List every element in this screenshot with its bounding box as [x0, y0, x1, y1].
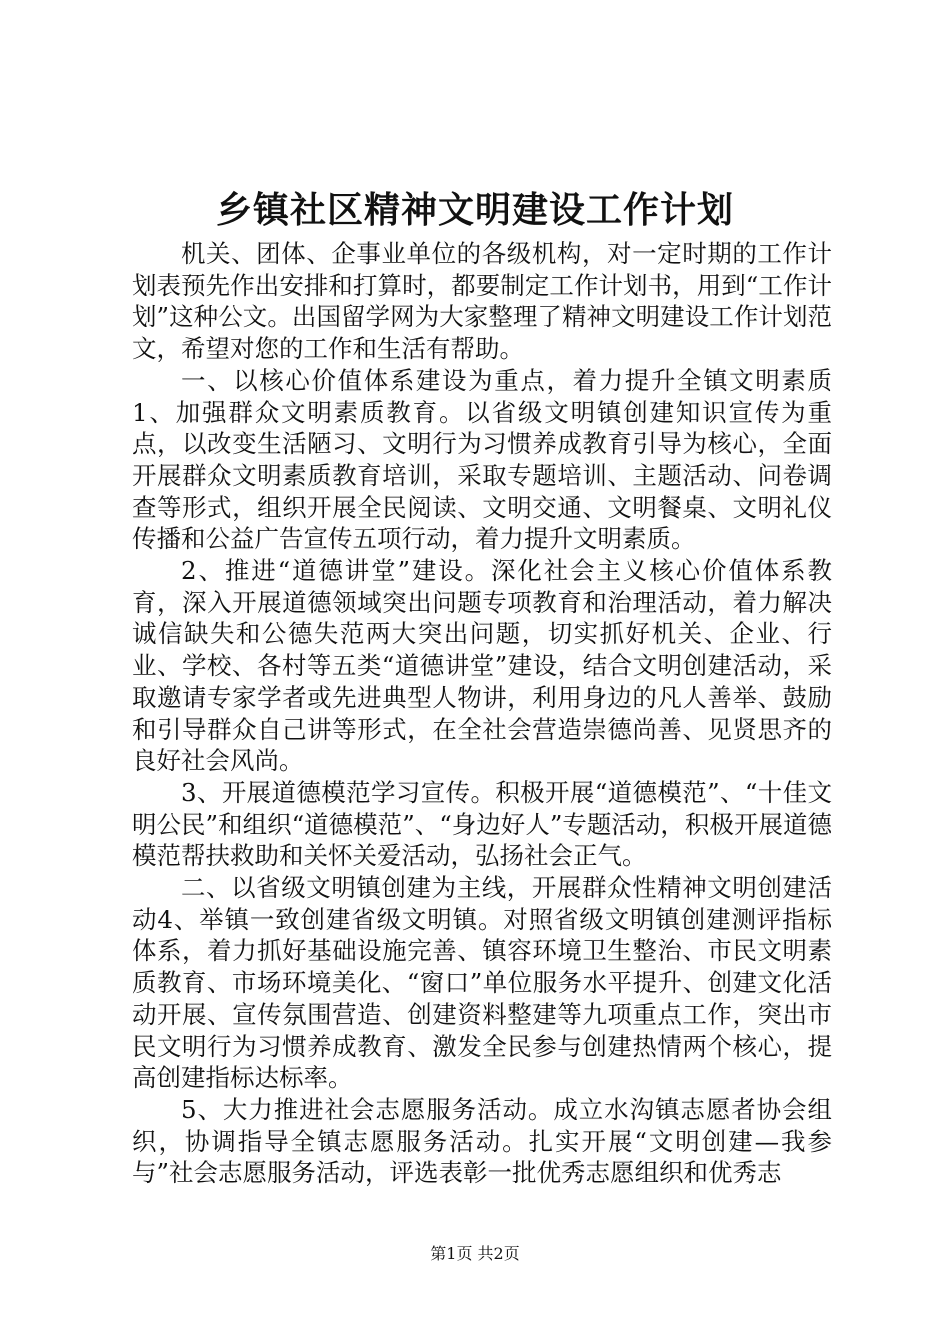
paragraph-intro: 机关、团体、企事业单位的各级机构，对一定时期的工作计划表预先作出安排和打算时，都要制定工作计划书，用到“工作计划”这种公文。出国留学网为大家整理了精神文明建设工作计划范文，希望对您的工作和生活有帮助。 [132, 239, 832, 364]
document-title: 乡镇社区精神文明建设工作计划 [215, 189, 734, 231]
paragraph-item-two: 2、推进“道德讲堂”建设。深化社会主义核心价值体系教育，深入开展道德领域突出问题专项教育和治理活动，着力解决诚信缺失和公德失范两大突出问题，切实抓好机关、企业、行业、学校、各村等五类“道德讲堂”建设，结合文明创建活动，采取邀请专家学者或先进典型人物讲，利用身边的凡人善举、鼓励和引导群众自己讲等形式，在全社会营造崇德尚善、见贤思齐的良好社会风尚。 [132, 556, 832, 776]
document-body [132, 238, 832, 1189]
paragraph-section-one: 一、以核心价值体系建设为重点，着力提升全镇文明素质1、加强群众文明素质教育。以省级文明镇创建知识宣传为重点，以改变生活陋习、文明行为习惯养成教育引导为核心，全面开展群众文明素质教育培训，采取专题培训、主题活动、问卷调查等形式，组织开展全民阅读、文明交通、文明餐桌、文明礼仪传播和公益广告宣传五项行动，着力提升文明素质。 [132, 365, 832, 554]
paragraph-section-two: 二、以省级文明镇创建为主线，开展群众性精神文明创建活动4、举镇一致创建省级文明镇。对照省级文明镇创建测评指标体系，着力抓好基础设施完善、镇容环境卫生整治、市民文明素质教育、市场环境美化、“窗口”单位服务水平提升、创建文化活动开展、宣传氛围营造、创建资料整建等九项重点工作，突出市民文明行为习惯养成教育、激发全民参与创建热情两个核心，提高创建指标达标率。 [132, 873, 832, 1093]
paragraph-item-three: 3、开展道德模范学习宣传。积极开展“道德模范”、“十佳文明公民”和组织“道德模范”、“身边好人”专题活动，积极开展道德模范帮扶救助和关怀关爱活动，弘扬社会正气。 [132, 777, 832, 871]
page-number-footer: 第1页 共2页 [430, 1244, 520, 1263]
paragraph-item-five: 5、大力推进社会志愿服务活动。成立水沟镇志愿者协会组织，协调指导全镇志愿服务活动。扎实开展“文明创建—我参与”社会志愿服务活动，评选表彰一批优秀志愿组织和优秀志 [132, 1094, 832, 1188]
